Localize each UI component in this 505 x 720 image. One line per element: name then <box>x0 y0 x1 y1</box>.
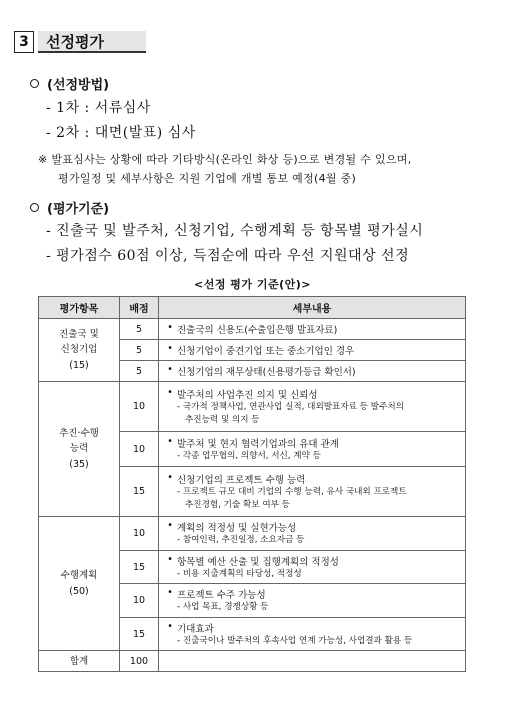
category-cell: 진출국 및 신청기업 (15) <box>39 319 120 382</box>
score-cell: 5 <box>120 361 159 382</box>
score-cell: 10 <box>120 517 159 551</box>
criteria-line-2: - 평가점수 60점 이상, 득점순에 따라 우선 지원대상 선정 <box>46 248 410 264</box>
section-number: 3 <box>14 31 34 53</box>
score-cell: 15 <box>120 467 159 517</box>
score-cell: 10 <box>120 382 159 432</box>
category-cell: 추진·수행 능력 (35) <box>39 382 120 517</box>
method-line-2: - 2차 : 대면(발표) 심사 <box>46 125 196 141</box>
detail-cell: • 신청기업이 중견기업 또는 중소기업인 경우 <box>159 340 466 361</box>
score-cell: 15 <box>120 617 159 650</box>
method-heading-line <box>30 74 109 93</box>
criteria-heading-line <box>30 198 109 217</box>
detail-cell: • 발주처의 사업추진 의지 및 신뢰성 - 국가적 정책사업, 연관사업 실적, 대외발표자료 등 발주처의 추진능력 및 의지 등 <box>159 382 466 432</box>
detail-cell: • 기대효과 - 진출국이나 발주처의 후속사업 연계 가능성, 사업결과 활용 등 <box>159 617 466 650</box>
header-detail: 세부내용 <box>159 297 466 319</box>
table-caption: <선정 평가 기준(안)> <box>193 278 312 291</box>
method-note-line-2: 평가일정 및 세부사항은 지원 기업에 개별 통보 예정(4월 중) <box>58 172 357 185</box>
table-row <box>39 517 466 551</box>
score-cell: 10 <box>120 432 159 467</box>
evaluation-criteria-table <box>38 296 466 672</box>
section-title: 선정평가 <box>38 31 146 53</box>
detail-cell: • 프로젝트 수주 가능성 - 사업 목표, 경쟁상황 등 <box>159 584 466 617</box>
score-cell: 5 <box>120 319 159 340</box>
score-cell: 5 <box>120 340 159 361</box>
criteria-line-1: - 진출국 및 발주처, 신청기업, 수행계획 등 항목별 평가실시 <box>46 223 424 239</box>
criteria-heading: (평가기준) <box>47 202 110 217</box>
total-detail-empty <box>159 651 466 672</box>
total-score: 100 <box>120 651 159 672</box>
table-row <box>39 382 466 432</box>
total-row <box>39 651 466 672</box>
header-score: 배점 <box>120 297 159 319</box>
detail-cell: • 신청기업의 프로젝트 수행 능력 - 프로젝트 규모 대비 기업의 수행 능력, 유사 국내외 프로젝트 추진경험, 기술 확보 여부 등 <box>159 467 466 517</box>
header-category: 평가항목 <box>39 297 120 319</box>
score-cell: 10 <box>120 584 159 617</box>
detail-cell: • 발주처 및 현지 협력기업과의 유대 관계 - 각종 업무협의, 의향서, 서신, 계약 등 <box>159 432 466 467</box>
table-header-row <box>39 297 466 319</box>
detail-cell: • 계획의 적정성 및 실현가능성 - 참여인력, 추진일정, 소요자금 등 <box>159 517 466 551</box>
detail-cell: • 항목별 예산 산출 및 집행계획의 적정성 - 비용 지출계획의 타당성, 적정성 <box>159 551 466 584</box>
method-heading: (선정방법) <box>47 78 110 93</box>
detail-cell: • 진출국의 신용도(수출입은행 발표자료) <box>159 319 466 340</box>
table-row <box>39 319 466 340</box>
total-label: 합계 <box>39 651 120 672</box>
category-cell: 수행계획 (50) <box>39 517 120 651</box>
circle-bullet-icon <box>30 203 39 212</box>
score-cell: 15 <box>120 551 159 584</box>
method-note-line-1: ※ 발표심사는 상황에 따라 기타방식(온라인 화상 등)으로 변경될 수 있으며, <box>38 153 412 166</box>
detail-cell: • 신청기업의 재무상태(신용평가등급 확인서) <box>159 361 466 382</box>
section-heading <box>14 31 146 53</box>
circle-bullet-icon <box>30 79 39 88</box>
method-line-1: - 1차 : 서류심사 <box>46 100 151 116</box>
